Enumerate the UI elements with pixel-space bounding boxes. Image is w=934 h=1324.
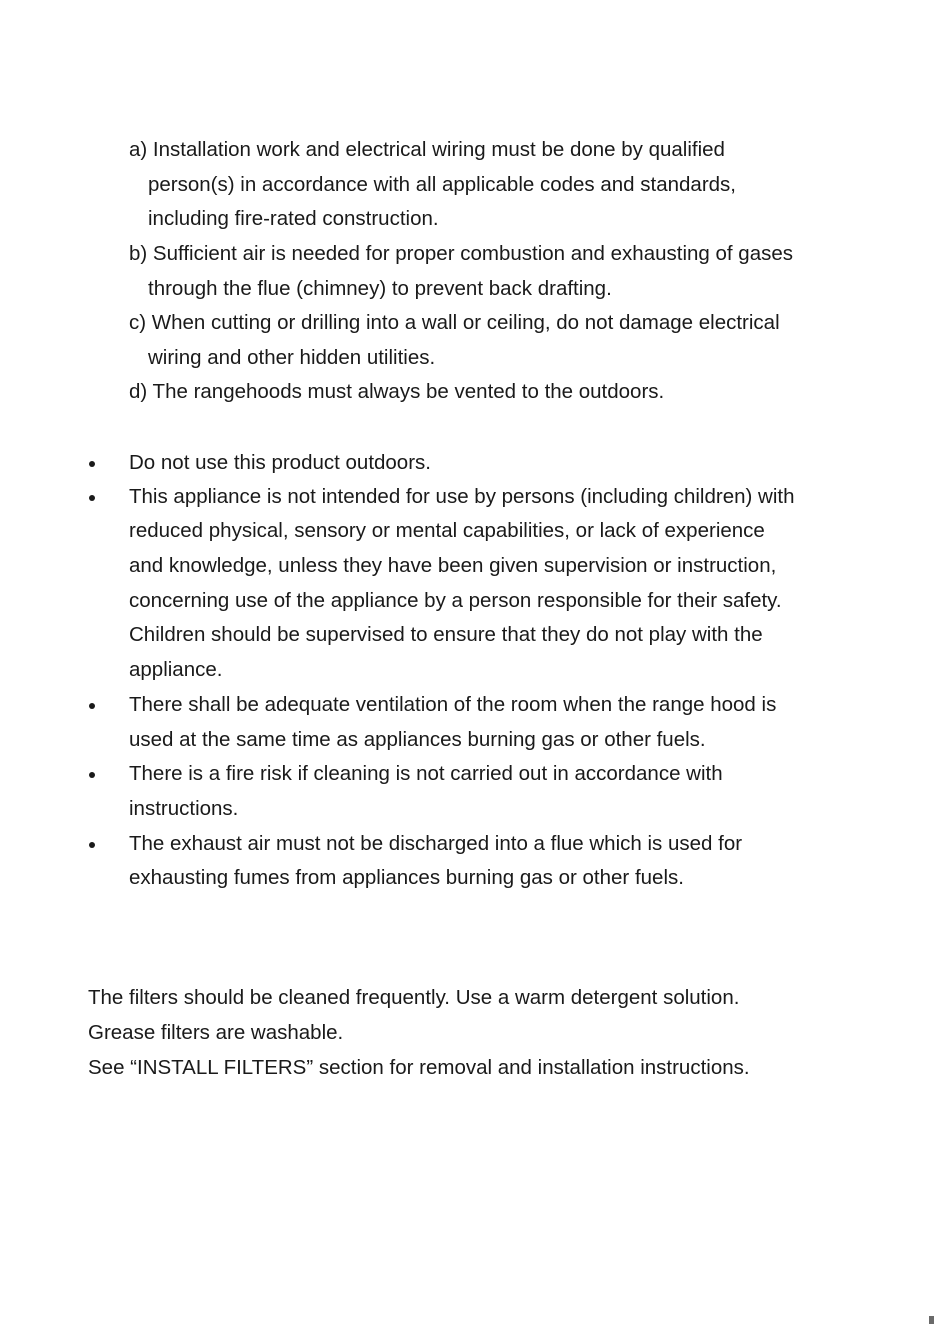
bullet-icon [89, 772, 95, 778]
paragraph-line: See “INSTALL FILTERS” section for removal and installation instructions. [88, 1056, 750, 1079]
bullet-item-line: and knowledge, unless they have been given supervision or instruction, [129, 554, 777, 577]
page-edge-mark [929, 1316, 934, 1324]
paragraph-line: Grease filters are washable. [88, 1021, 344, 1044]
bullet-item-line: exhausting fumes from appliances burning gas or other fuels. [129, 866, 684, 889]
lettered-item-line: b) Sufficient air is needed for proper combustion and exhausting of gases [129, 242, 793, 265]
bullet-item-line: appliance. [129, 658, 223, 681]
lettered-item-line: d) The rangehoods must always be vented to the outdoors. [129, 380, 665, 403]
lettered-item-line: person(s) in accordance with all applicable codes and standards, [148, 173, 737, 196]
bullet-item-line: There shall be adequate ventilation of the room when the range hood is [129, 693, 777, 716]
bullet-icon [89, 842, 95, 848]
bullet-item-line: There is a fire risk if cleaning is not carried out in accordance with [129, 762, 723, 785]
bullet-icon [89, 495, 95, 501]
bullet-item-line: concerning use of the appliance by a person responsible for their safety. [129, 589, 782, 612]
bullet-icon [89, 461, 95, 467]
bullet-item-line: instructions. [129, 797, 239, 820]
lettered-item-line: wiring and other hidden utilities. [148, 346, 436, 369]
bullet-item-line: Do not use this product outdoors. [129, 451, 431, 474]
bullet-item-line: reduced physical, sensory or mental capabilities, or lack of experience [129, 519, 765, 542]
bullet-item-line: Children should be supervised to ensure that they do not play with the [129, 623, 763, 646]
paragraph-line: The filters should be cleaned frequently. Use a warm detergent solution. [88, 986, 740, 1009]
lettered-item-line: c) When cutting or drilling into a wall or ceiling, do not damage electrical [129, 311, 780, 334]
bullet-item-line: The exhaust air must not be discharged into a flue which is used for [129, 832, 743, 855]
lettered-item-line: including fire-rated construction. [148, 207, 439, 230]
bullet-icon [89, 703, 95, 709]
lettered-item-line: a) Installation work and electrical wiring must be done by qualified [129, 138, 725, 161]
bullet-item-line: This appliance is not intended for use by persons (including children) with [129, 485, 795, 508]
lettered-item-line: through the flue (chimney) to prevent back drafting. [148, 277, 612, 300]
bullet-item-line: used at the same time as appliances burning gas or other fuels. [129, 728, 706, 751]
